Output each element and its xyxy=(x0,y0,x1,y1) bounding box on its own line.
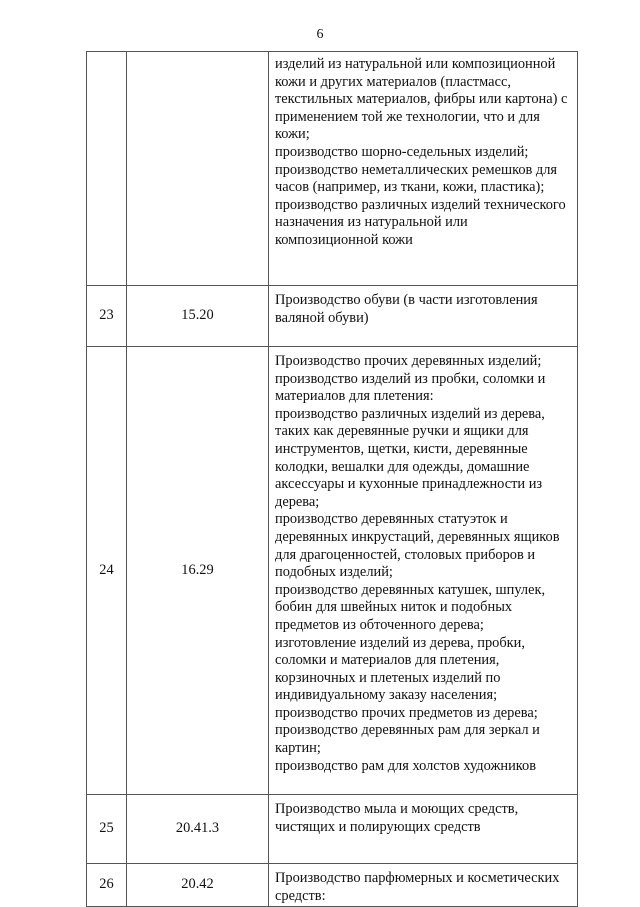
description-line: валяной обуви) xyxy=(275,309,369,326)
description-line: изделий из натуральной или композиционной xyxy=(275,56,556,72)
okved-code: 20.41.3 xyxy=(127,795,269,864)
description-line: материалов для плетения: xyxy=(275,388,434,405)
description-line: Производство прочих деревянных изделий; xyxy=(275,353,542,369)
table-row xyxy=(87,52,578,286)
activity-table xyxy=(86,51,578,907)
okved-code: 16.29 xyxy=(127,347,269,795)
description-line: аксессуары и кухонные принадлежности из xyxy=(275,476,543,493)
table-row xyxy=(87,347,578,795)
description-line: назначения из натуральной или xyxy=(275,214,468,231)
description-line: соломки и материалов для плетения, xyxy=(275,652,500,669)
table-row xyxy=(87,864,578,907)
page-number: 6 xyxy=(316,27,324,42)
okved-code xyxy=(127,52,269,286)
description-line: предметов из обточенного дерева; xyxy=(275,616,484,633)
description-line: колодки, вешалки для одежды, домашние xyxy=(275,458,530,475)
description-line: производство различных изделий из дерева, xyxy=(275,405,545,422)
description-line: текстильных материалов, фибры или картона) с xyxy=(275,91,568,108)
description-line: индивидуальному заказу населения; xyxy=(275,687,498,704)
description-line: производство изделий из пробки, соломки и xyxy=(275,370,546,387)
description-line: для драгоценностей, столовых приборов и xyxy=(275,546,536,563)
description-line: таких как деревянные ручки и ящики для xyxy=(275,423,529,440)
description-line: бобин для швейных ниток и подобных xyxy=(275,599,513,616)
description-line: дерева; xyxy=(275,493,320,510)
description-line: деревянных инкрустаций, деревянных ящиков xyxy=(275,528,560,545)
okved-code: 20.42 xyxy=(127,864,269,907)
description-line: средств: xyxy=(275,887,326,904)
description-line: производство неметаллических ремешков для xyxy=(275,161,558,178)
row-number: 23 xyxy=(87,286,127,347)
table-row xyxy=(87,286,578,347)
activity-description xyxy=(269,52,578,286)
activity-description xyxy=(269,864,578,907)
description-line: производство рам для холстов художников xyxy=(275,757,537,774)
description-line: производство различных изделий технического xyxy=(275,196,566,213)
activity-description xyxy=(269,347,578,795)
description-line: инструментов, щетки, кисти, деревянные xyxy=(275,440,528,457)
description-line: производство деревянных статуэток и xyxy=(275,511,508,528)
description-line: Производство обуви (в части изготовления xyxy=(275,292,538,308)
table-row xyxy=(87,795,578,864)
description-line: композиционной кожи xyxy=(275,231,413,248)
description-line: Производство парфюмерных и косметических xyxy=(275,870,560,886)
description-line: производство прочих предметов из дерева; xyxy=(275,704,538,721)
row-number: 26 xyxy=(87,864,127,907)
description-line: подобных изделий; xyxy=(275,564,393,581)
description-line: производство деревянных катушек, шпулек, xyxy=(275,581,546,598)
description-line: изготовление изделий из дерева, пробки, xyxy=(275,634,525,651)
description-line: Производство мыла и моющих средств, xyxy=(275,801,519,817)
description-line: кожи; xyxy=(275,126,310,143)
okved-code: 15.20 xyxy=(127,286,269,347)
description-line: производство деревянных рам для зеркал и xyxy=(275,722,540,739)
activity-description xyxy=(269,795,578,864)
description-line: часов (например, из ткани, кожи, пластика); xyxy=(275,179,545,196)
description-line: производство шорно-седельных изделий; xyxy=(275,143,529,160)
row-number xyxy=(87,52,127,286)
description-line: кожи и других материалов (пластмасс, xyxy=(275,73,511,90)
row-number: 25 xyxy=(87,795,127,864)
description-line: применением той же технологии, что и для xyxy=(275,108,540,125)
activity-description xyxy=(269,286,578,347)
description-line: чистящих и полирующих средств xyxy=(275,818,481,835)
description-line: корзиночных и плетеных изделий по xyxy=(275,669,501,686)
description-line: картин; xyxy=(275,740,321,757)
row-number: 24 xyxy=(87,347,127,795)
